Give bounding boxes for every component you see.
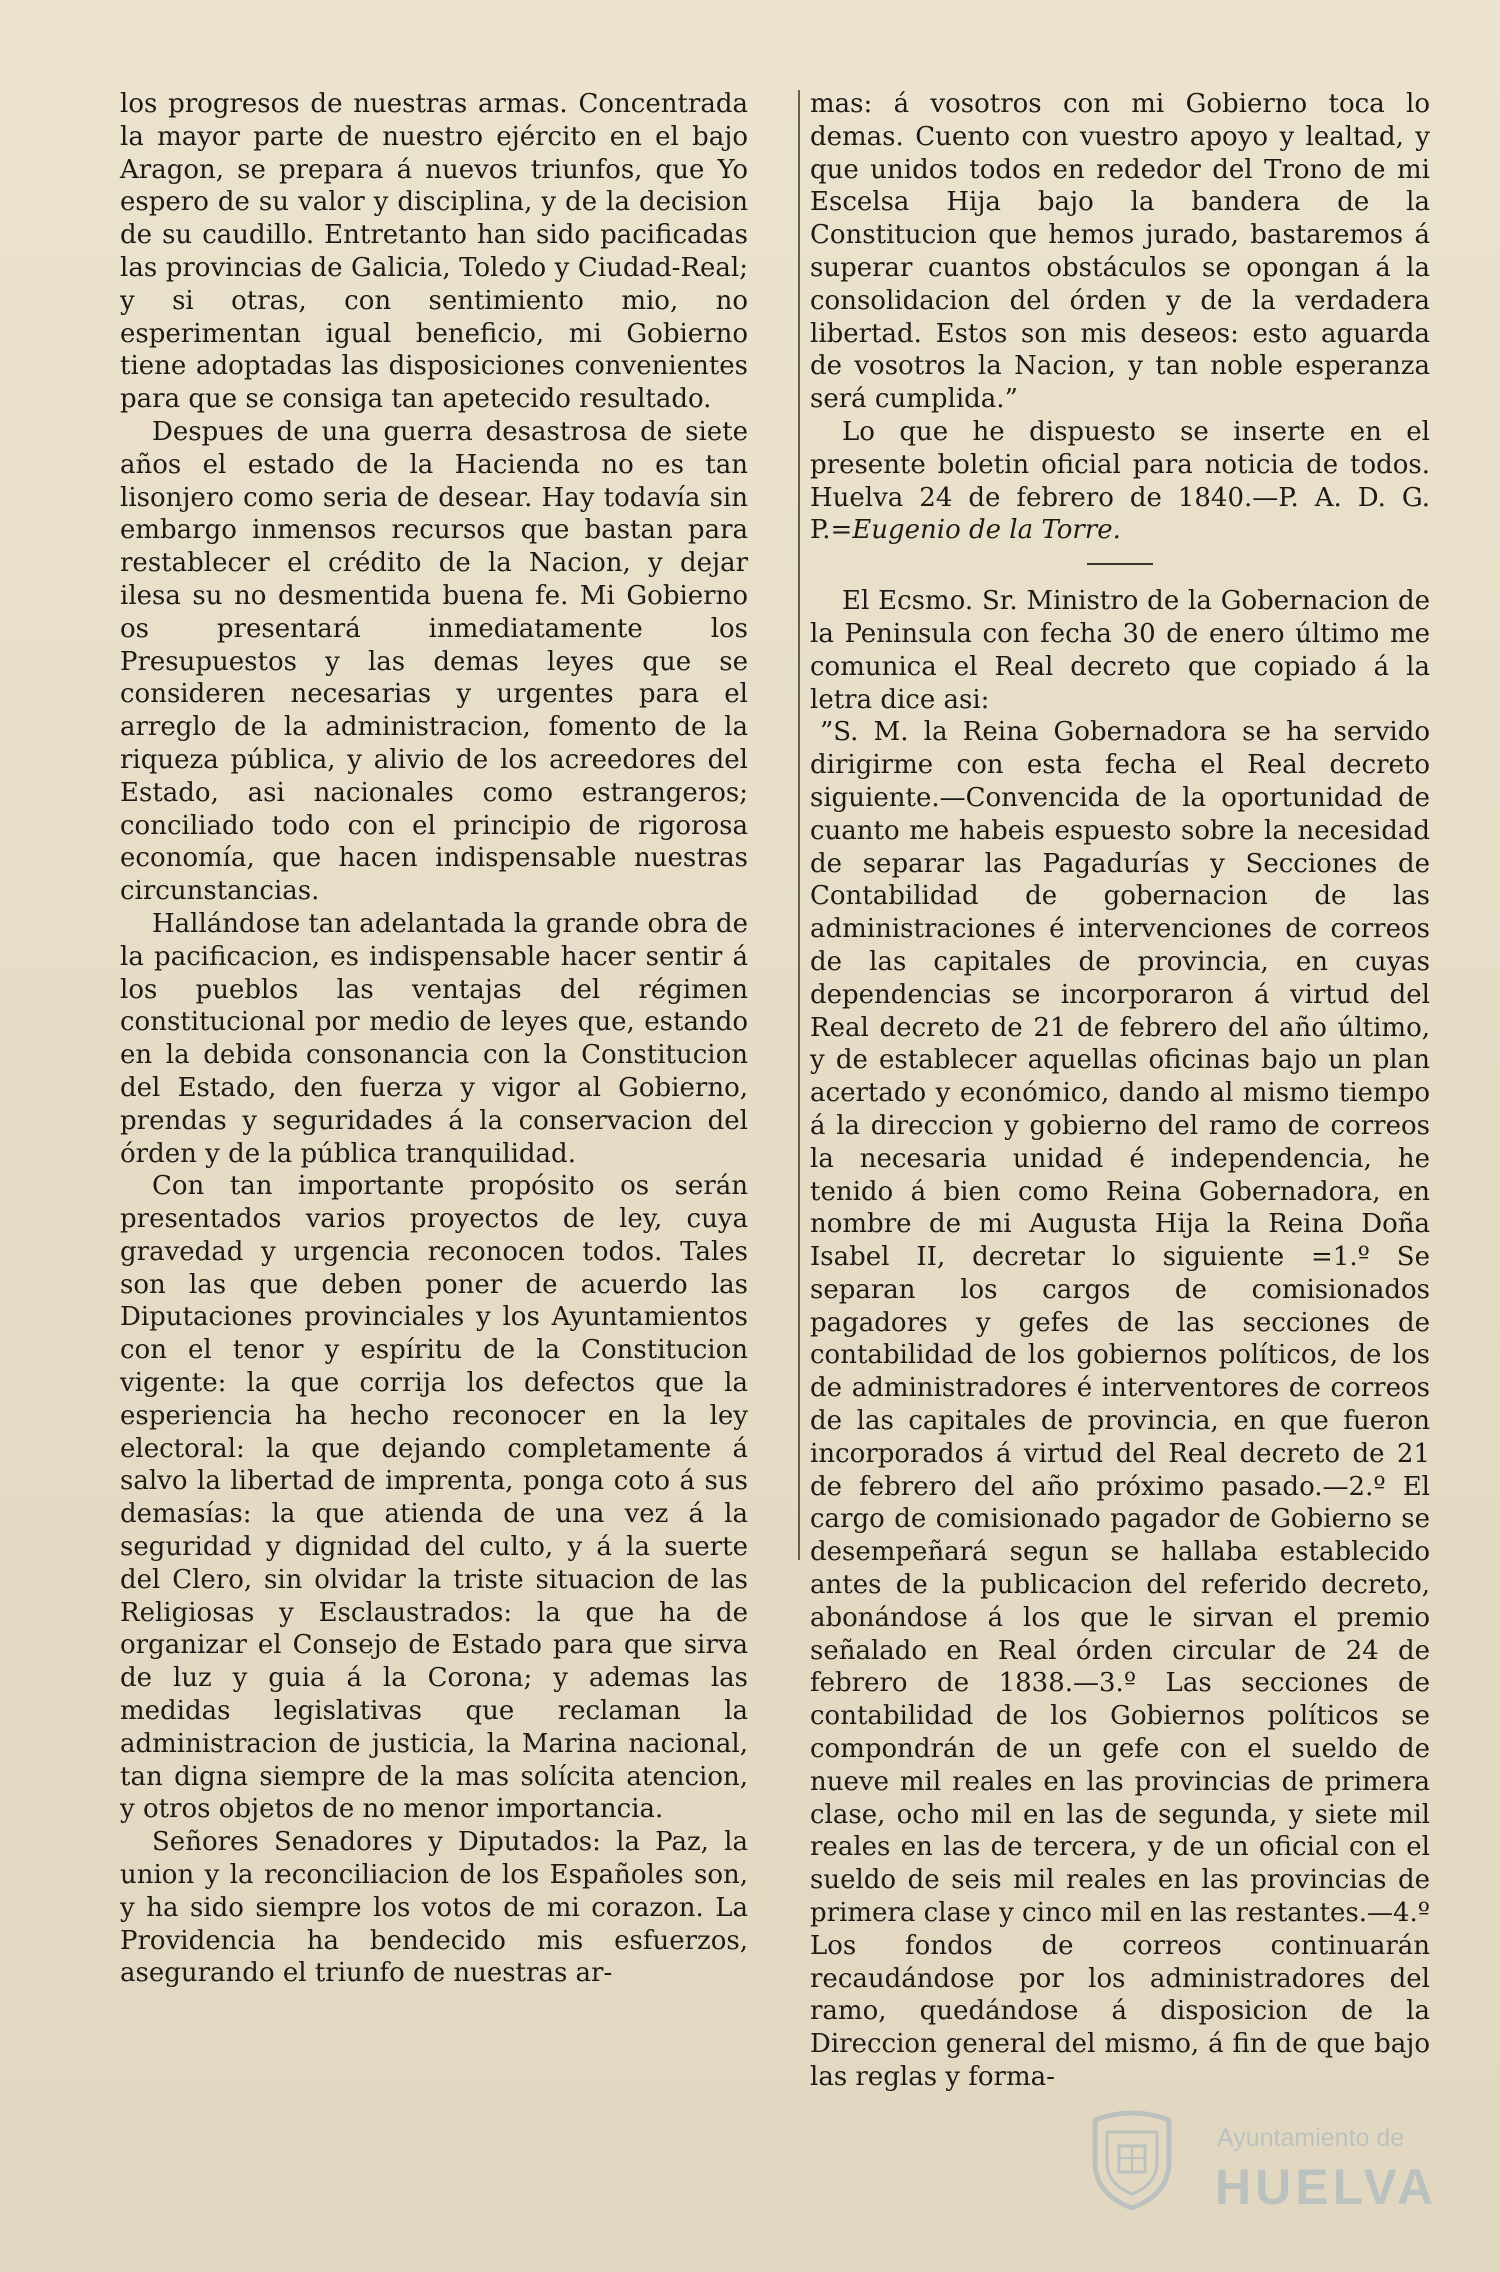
- coat-of-arms-icon: [1089, 2106, 1175, 2210]
- section-separator: [1087, 563, 1153, 565]
- watermark: [1075, 2100, 1455, 2220]
- paragraph: Hallándose tan adelantada la grande obra de la pacificacion, es indispensable hacer sentir á los pueblos las ventajas del régimen constitucional por medio de leyes que, estando en la debida consonancia con la Constitucion del Estado, den fuerza y vigor al Gobierno, prendas y seguridades á la conservacion del órden y de la pública tranquilidad.: [120, 908, 748, 1169]
- paragraph: mas: á vosotros con mi Gobierno toca lo demas. Cuento con vuestro apoyo y lealtad, y que unidos todos en rededor del Trono de mi Escelsa Hija bajo la bandera de la Constitucion que hemos jurado, bastaremos á superar cuantos obstáculos se opongan á la consolidacion del órden y de la verdadera libertad. Estos son mis deseos: esto aguarda de vosotros la Nacion, y tan noble esperanza será cumplida.”: [810, 89, 1430, 415]
- decree-paragraph: ”S. M. la Reina Gobernadora se ha servido dirigirme con esta fecha el Real decreto siguiente.—Convencida de la oportunidad de cuanto me habeis espuesto sobre la necesidad de separar las Pagadurías y Secciones de Contabilidad de gobernacion de las administraciones é intervenciones de correos de las capitales de provincia, en cuyas dependencias se incorporaron á virtud del Real decreto de 21 de febrero del año último, y de establecer aquellas oficinas bajo un plan acertado y económico, dando al mismo tiempo á la direccion y gobierno del ramo de correos la necesaria unidad é independencia, he tenido á bien como Reina Gobernadora, en nombre de mi Augusta Hija la Reina Doña Isabel II, decretar lo siguiente =1.º Se separan los cargos de comisionados pagadores y gefes de las secciones de contabilidad de los gobiernos políticos, de los de administradores é interventores de correos de las capitales de provincia, en que fueron incorporados á virtud del Real decreto de 21 de febrero del año próximo pasado.—2.º El cargo de comisionado pagador de Gobierno se desempeñará segun se hallaba establecido antes de la publicacion del referido decreto, abonándose á los que le sirvan el premio señalado en Real órden circular de 24 de febrero de 1838.—3.º Las secciones de contabilidad de los Gobiernos políticos se compondrán de un gefe con el sueldo de nueve mil reales en las provincias de primera clase, ocho mil en las de segunda, y siete mil reales en las de tercera, y de un oficial con el sueldo de seis mil reales en las provincias de primera clase y cinco mil en las restantes.—4.º Los fondos de correos continuarán recaudándose por los administradores del ramo, quedándose á disposicion de la Direccion general del mismo, á fin de que bajo las reglas y forma-: [810, 717, 1430, 2093]
- paragraph: Con tan importante propósito os serán presentados varios proyectos de ley, cuya gravedad y urgencia reconocen todos. Tales son las que deben poner de acuerdo las Diputaciones provinciales y los Ayuntamientos con el tenor y espíritu de la Constitucion vigente: la que corrija los defectos que la esperiencia ha hecho reconocer en la ley electoral: la que dejando completamente á salvo la libertad de imprenta, ponga coto á sus demasías: la que atienda de una vez á la seguridad y dignidad del culto, y á la suerte del Clero, sin olvidar la triste situacion de las Religiosas y Esclaustrados: la que ha de organizar el Consejo de Estado para que sirva de luz y guia á la Corona; y ademas las medidas legislativas que reclaman la administracion de justicia, la Marina nacional, tan digna siempre de la mas solícita atencion, y otros objetos de no menor importancia.: [120, 1171, 748, 1825]
- paragraph: Señores Senadores y Diputados: la Paz, la union y la reconciliacion de los Españoles son, y ha sido siempre los votos de mi corazon. La Providencia ha bendecido mis esfuerzos, asegurando el triunfo de nuestras ar-: [120, 1827, 748, 1989]
- paragraph: El Ecsmo. Sr. Ministro de la Gobernacion de la Peninsula con fecha 30 de enero último me comunica el Real decreto que copiado á la letra dice asi:: [810, 586, 1430, 715]
- column-divider: [798, 90, 800, 1560]
- paragraph: Despues de una guerra desastrosa de siete años el estado de la Hacienda no es tan lisonjero como seria de desear. Hay todavía sin embargo inmensos recursos que bastan para restablecer el crédito de la Nacion, y dejar ilesa su no desmentida buena fe. Mi Gobierno os presentará inmediatamente los Presupuestos y las demas leyes que se consideren necesarias y urgentes para el arreglo de la administracion, fomento de la riqueza pública, y alivio de los acreedores del Estado, asi nacionales como estrangeros; conciliado todo con el principio de rigorosa economía, que hacen indispensable nuestras circunstancias.: [120, 416, 748, 907]
- left-column: [120, 88, 748, 1990]
- paragraph-with-signature: [810, 416, 1430, 547]
- signature: Eugenio de la Torre.: [852, 515, 1121, 546]
- watermark-line2: HUELVA: [1215, 2159, 1438, 2215]
- paragraph-text: Lo que he dispuesto se inserte en el presente boletin oficial para noticia de todos. Huelva 24 de febrero de 1840.—P. A. D. G. P.=: [810, 416, 1430, 546]
- right-column: [810, 88, 1430, 2094]
- watermark-line1: Ayuntamiento de: [1217, 2124, 1405, 2152]
- paragraph: los progresos de nuestras armas. Concentrada la mayor parte de nuestro ejército en el bajo Aragon, se prepara á nuevos triunfos, que Yo espero de su valor y disciplina, y de la decision de su caudillo. Entretanto han sido pacificadas las provincias de Galicia, Toledo y Ciudad-Real; y si otras, con sentimiento mio, no esperimentan igual beneficio, mi Gobierno tiene adoptadas las disposiciones convenientes para que se consiga tan apetecido resultado.: [120, 89, 748, 415]
